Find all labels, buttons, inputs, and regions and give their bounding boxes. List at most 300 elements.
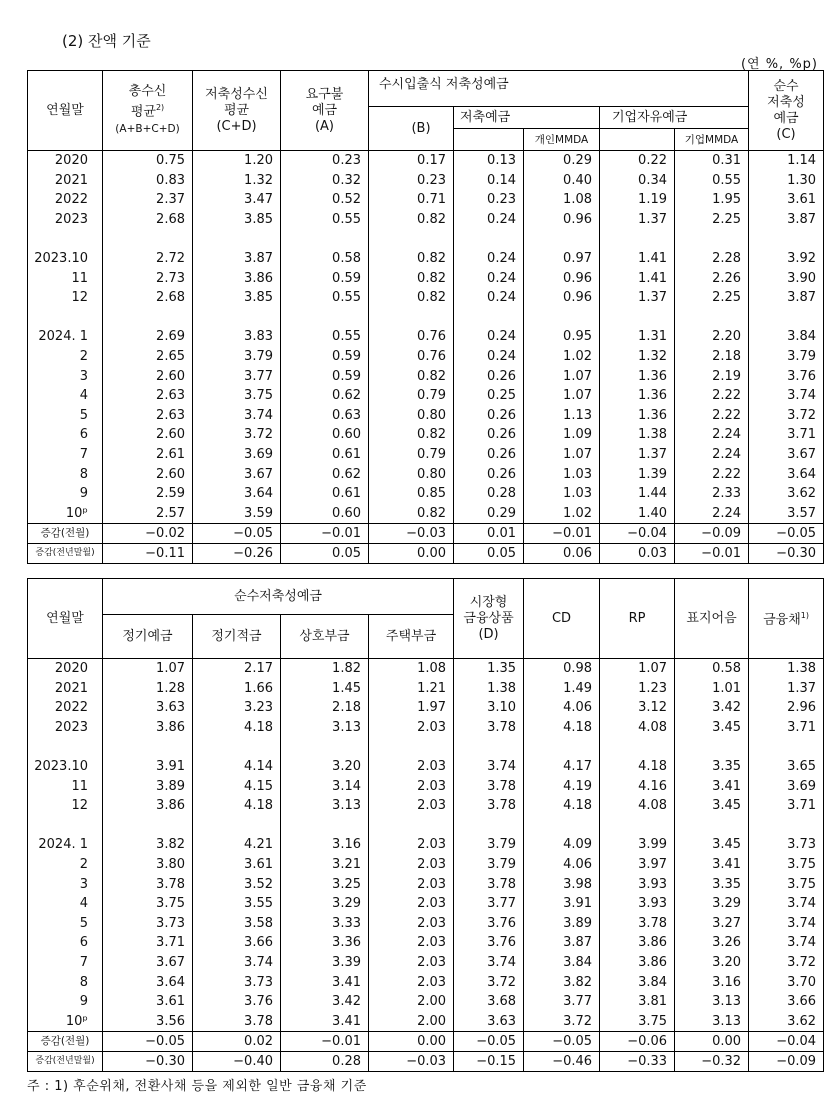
table-cell: 0.26 xyxy=(454,425,524,445)
summary-cell: −0.05 xyxy=(103,1032,193,1052)
summary-cell: −0.01 xyxy=(524,524,600,544)
header-personal-mmda: 개인MMDA xyxy=(524,129,600,151)
table-cell: 3.67 xyxy=(749,445,824,465)
summary-cell: −0.30 xyxy=(749,544,824,564)
header-blank-2 xyxy=(600,129,675,151)
table-cell: 3.26 xyxy=(675,933,749,953)
table-cell: 3.77 xyxy=(454,894,524,914)
table-cell: 0.63 xyxy=(281,406,369,426)
row-label: 3 xyxy=(28,875,103,895)
table-row xyxy=(28,777,824,797)
table-cell: 4.09 xyxy=(524,835,600,855)
unit-label: (연 %, %p) xyxy=(740,57,818,72)
table-cell: 3.78 xyxy=(103,875,193,895)
row-label: 4 xyxy=(28,386,103,406)
table-row xyxy=(28,171,824,191)
table-cell: 3.13 xyxy=(675,1012,749,1032)
row-label: 4 xyxy=(28,894,103,914)
table-cell: 3.93 xyxy=(600,875,675,895)
table-cell: 0.60 xyxy=(281,425,369,445)
row-label: 2022 xyxy=(28,190,103,210)
table-cell: 3.61 xyxy=(749,190,824,210)
table-cell: 3.62 xyxy=(749,484,824,504)
table-cell: 1.44 xyxy=(600,484,675,504)
table-cell: 2.03 xyxy=(369,855,454,875)
table-cell: 0.82 xyxy=(369,504,454,524)
table-cell: 4.18 xyxy=(193,718,281,738)
row-label: 2 xyxy=(28,855,103,875)
table-cell: 1.07 xyxy=(524,445,600,465)
table-cell: 3.16 xyxy=(281,835,369,855)
table-cell: 3.75 xyxy=(103,894,193,914)
row-label: 9 xyxy=(28,484,103,504)
table-row xyxy=(28,484,824,504)
table-cell: 3.74 xyxy=(749,386,824,406)
table-cell: 4.18 xyxy=(524,718,600,738)
table-cell: 4.16 xyxy=(600,777,675,797)
table-cell: 4.18 xyxy=(600,757,675,777)
table-cell: 3.36 xyxy=(281,933,369,953)
table-cell: 0.82 xyxy=(369,288,454,308)
table-cell: 1.02 xyxy=(524,504,600,524)
table-cell: 3.33 xyxy=(281,914,369,934)
table-row xyxy=(28,151,824,171)
row-label: 3 xyxy=(28,367,103,387)
table-cell: 0.80 xyxy=(369,465,454,485)
summary-label: 증감(전월) xyxy=(28,524,103,544)
header-bond: 금융채$^{1)}$ xyxy=(749,579,824,659)
table-cell: 3.68 xyxy=(454,992,524,1012)
table-cell: 2.59 xyxy=(103,484,193,504)
table-cell: 3.89 xyxy=(524,914,600,934)
table-cell: 3.86 xyxy=(103,796,193,816)
table-row xyxy=(28,933,824,953)
summary-cell: 0.00 xyxy=(675,1032,749,1052)
table-cell: 2.20 xyxy=(675,327,749,347)
header-period-2: 연월말 xyxy=(28,579,103,659)
footnote: 주 : 1) 후순위채, 전환사채 등을 제외한 일반 금융채 기준 xyxy=(27,1079,367,1094)
row-label: 6 xyxy=(28,425,103,445)
table-cell: 3.74 xyxy=(454,953,524,973)
row-label: 8 xyxy=(28,973,103,993)
table-cell: 3.70 xyxy=(749,973,824,993)
summary-label: 증감(전월) xyxy=(28,1032,103,1052)
table-cell: 2.22 xyxy=(675,465,749,485)
summary-cell: −0.05 xyxy=(524,1032,600,1052)
table-row xyxy=(28,718,824,738)
summary-cell: 0.03 xyxy=(600,544,675,564)
table-cell: 0.26 xyxy=(454,465,524,485)
table-cell: 3.67 xyxy=(103,953,193,973)
summary-cell: −0.09 xyxy=(749,1052,824,1072)
table-cell: 1.95 xyxy=(675,190,749,210)
table-cell: 3.74 xyxy=(749,914,824,934)
table-cell: 2.03 xyxy=(369,914,454,934)
table-cell: 2.26 xyxy=(675,269,749,289)
summary-cell: −0.06 xyxy=(600,1032,675,1052)
table-cell: 1.66 xyxy=(193,679,281,699)
table-cell: 4.18 xyxy=(193,796,281,816)
table-cell: 3.84 xyxy=(524,953,600,973)
table-cell: 3.73 xyxy=(103,914,193,934)
table-cell: 1.45 xyxy=(281,679,369,699)
table-cell: 3.74 xyxy=(749,933,824,953)
table-cell: 3.59 xyxy=(193,504,281,524)
table-cell: 3.74 xyxy=(454,757,524,777)
table-cell: 1.21 xyxy=(369,679,454,699)
table-cell: 3.76 xyxy=(454,914,524,934)
table-cell: 3.87 xyxy=(193,249,281,269)
header-savings-avg: 저축성수신 평균 (C+D) xyxy=(193,71,281,151)
table-cell: 3.72 xyxy=(749,406,824,426)
table-cell: 0.76 xyxy=(369,347,454,367)
table-cell: 3.39 xyxy=(281,953,369,973)
table-cell: 0.31 xyxy=(675,151,749,171)
table-cell: 1.37 xyxy=(600,210,675,230)
table-cell: 0.24 xyxy=(454,327,524,347)
table-cell: 0.58 xyxy=(281,249,369,269)
table-cell: 0.82 xyxy=(369,249,454,269)
section-title: (2) 잔액 기준 xyxy=(62,32,151,50)
table-row xyxy=(28,875,824,895)
table-cell: 0.96 xyxy=(524,210,600,230)
header-net-savings: 순수 저축성 예금 (C) xyxy=(749,71,824,151)
table-row xyxy=(28,659,824,679)
table-cell: 1.36 xyxy=(600,386,675,406)
table-cell: 2.61 xyxy=(103,445,193,465)
table-cell: 3.42 xyxy=(281,992,369,1012)
summary-cell: −0.02 xyxy=(103,524,193,544)
table-cell: 0.24 xyxy=(454,288,524,308)
table-cell: 3.75 xyxy=(193,386,281,406)
header-blank-1 xyxy=(454,129,524,151)
table-cell: 0.59 xyxy=(281,367,369,387)
summary-cell: 0.06 xyxy=(524,544,600,564)
table-row xyxy=(28,504,824,524)
table-cell: 3.35 xyxy=(675,875,749,895)
table-cell: 3.86 xyxy=(103,718,193,738)
table-row xyxy=(28,894,824,914)
header-liquid: 수시입출식 저축성예금 xyxy=(369,71,749,107)
summary-cell: −0.05 xyxy=(454,1032,524,1052)
table-cell: 0.96 xyxy=(524,288,600,308)
table-cell: 3.78 xyxy=(454,875,524,895)
table-row xyxy=(28,914,824,934)
table-cell: 0.95 xyxy=(524,327,600,347)
table-cell: 1.03 xyxy=(524,484,600,504)
table-cell: 3.16 xyxy=(675,973,749,993)
table-cell: 2.18 xyxy=(281,698,369,718)
table-cell: 3.45 xyxy=(675,835,749,855)
summary-cell: −0.32 xyxy=(675,1052,749,1072)
table-row xyxy=(28,973,824,993)
table-cell: 3.62 xyxy=(749,1012,824,1032)
table-cell: 3.78 xyxy=(193,1012,281,1032)
table-cell: 3.57 xyxy=(749,504,824,524)
table-cell: 0.23 xyxy=(281,151,369,171)
table-cell: 3.20 xyxy=(675,953,749,973)
table-row xyxy=(28,953,824,973)
table-cell: 3.74 xyxy=(193,406,281,426)
table-cell: 1.01 xyxy=(675,679,749,699)
table-cell: 2.68 xyxy=(103,288,193,308)
table-cell: 4.18 xyxy=(524,796,600,816)
table-cell: 3.77 xyxy=(193,367,281,387)
table-cell: 1.37 xyxy=(600,445,675,465)
header-installment: 정기적금 xyxy=(193,615,281,659)
deposit-rate-table-1 xyxy=(27,70,824,564)
table-cell: 3.63 xyxy=(454,1012,524,1032)
table-cell: 0.24 xyxy=(454,210,524,230)
table-cell: 0.82 xyxy=(369,269,454,289)
table-cell: 3.72 xyxy=(749,953,824,973)
table-cell: 2.03 xyxy=(369,757,454,777)
summary-cell: −0.26 xyxy=(193,544,281,564)
table-cell: 0.79 xyxy=(369,445,454,465)
table-cell: 1.40 xyxy=(600,504,675,524)
table-row xyxy=(28,1012,824,1032)
table-cell: 2.00 xyxy=(369,1012,454,1032)
table-cell: 2.37 xyxy=(103,190,193,210)
table-cell: 2.60 xyxy=(103,465,193,485)
spacer-row xyxy=(28,229,824,249)
header-corp-deposit: 기업자유예금 xyxy=(600,107,749,129)
spacer-row xyxy=(28,816,824,836)
header-demand: 요구불 예금 (A) xyxy=(281,71,369,151)
table-cell: 1.32 xyxy=(193,171,281,191)
table-cell: 1.07 xyxy=(524,386,600,406)
table-cell: 0.55 xyxy=(281,210,369,230)
table-cell: 3.69 xyxy=(749,777,824,797)
table-cell: 3.84 xyxy=(600,973,675,993)
table-cell: 1.08 xyxy=(524,190,600,210)
summary-cell: −0.05 xyxy=(749,524,824,544)
table-cell: 1.07 xyxy=(524,367,600,387)
summary-cell: −0.03 xyxy=(369,524,454,544)
row-label: 5 xyxy=(28,914,103,934)
table-cell: 2.69 xyxy=(103,327,193,347)
table-row xyxy=(28,210,824,230)
table-cell: 1.31 xyxy=(600,327,675,347)
summary-label: 증감(전년말월) xyxy=(28,1052,103,1072)
row-label: 5 xyxy=(28,406,103,426)
table-cell: 0.76 xyxy=(369,327,454,347)
table-cell: 3.78 xyxy=(454,777,524,797)
table-cell: 3.74 xyxy=(749,894,824,914)
summary-cell: −0.01 xyxy=(281,1032,369,1052)
table-cell: 1.09 xyxy=(524,425,600,445)
table-cell: 3.13 xyxy=(281,718,369,738)
table-cell: 2.25 xyxy=(675,210,749,230)
summary-cell: −0.04 xyxy=(749,1032,824,1052)
table-cell: 2.63 xyxy=(103,406,193,426)
table-cell: 2.03 xyxy=(369,894,454,914)
table-cell: 3.47 xyxy=(193,190,281,210)
table-cell: 3.64 xyxy=(103,973,193,993)
table-cell: 3.35 xyxy=(675,757,749,777)
deposit-rate-table-2 xyxy=(27,578,824,1072)
summary-cell: 0.05 xyxy=(281,544,369,564)
table-cell: 2.33 xyxy=(675,484,749,504)
row-label: 6 xyxy=(28,933,103,953)
table-cell: 0.29 xyxy=(454,504,524,524)
row-label: 7 xyxy=(28,445,103,465)
table-row xyxy=(28,249,824,269)
table-cell: 2.57 xyxy=(103,504,193,524)
table-cell: 2.60 xyxy=(103,367,193,387)
summary-cell: −0.05 xyxy=(193,524,281,544)
table-cell: 0.32 xyxy=(281,171,369,191)
table-cell: 3.56 xyxy=(103,1012,193,1032)
table-cell: 0.55 xyxy=(675,171,749,191)
table-cell: 3.25 xyxy=(281,875,369,895)
table-cell: 4.08 xyxy=(600,796,675,816)
row-label: 2024. 1 xyxy=(28,327,103,347)
table-cell: 1.03 xyxy=(524,465,600,485)
table-cell: 3.20 xyxy=(281,757,369,777)
table-cell: 1.20 xyxy=(193,151,281,171)
table-cell: 3.86 xyxy=(193,269,281,289)
table-cell: 3.65 xyxy=(749,757,824,777)
table-cell: 1.49 xyxy=(524,679,600,699)
summary-row xyxy=(28,1032,824,1052)
row-label: 2022 xyxy=(28,698,103,718)
table-cell: 3.81 xyxy=(600,992,675,1012)
table-cell: 1.82 xyxy=(281,659,369,679)
table-cell: 3.92 xyxy=(749,249,824,269)
table-cell: 1.13 xyxy=(524,406,600,426)
table-cell: 3.93 xyxy=(600,894,675,914)
table-cell: 1.39 xyxy=(600,465,675,485)
table-cell: 3.67 xyxy=(193,465,281,485)
table-cell: 0.83 xyxy=(103,171,193,191)
table-cell: 3.21 xyxy=(281,855,369,875)
table-cell: 4.06 xyxy=(524,855,600,875)
table-cell: 0.23 xyxy=(369,171,454,191)
header-savings-deposit: 저축예금 xyxy=(454,107,600,129)
table-cell: 3.79 xyxy=(454,835,524,855)
table-cell: 0.25 xyxy=(454,386,524,406)
summary-cell: −0.40 xyxy=(193,1052,281,1072)
summary-cell: −0.30 xyxy=(103,1052,193,1072)
table-cell: 3.87 xyxy=(749,210,824,230)
table-1-body xyxy=(28,151,824,564)
table-cell: 3.76 xyxy=(749,367,824,387)
table-cell: 3.42 xyxy=(675,698,749,718)
table-cell: 3.61 xyxy=(103,992,193,1012)
table-cell: 0.55 xyxy=(281,327,369,347)
spacer-row xyxy=(28,737,824,757)
table-cell: 0.23 xyxy=(454,190,524,210)
table-cell: 0.26 xyxy=(454,367,524,387)
table-cell: 2.18 xyxy=(675,347,749,367)
summary-cell: 0.01 xyxy=(454,524,524,544)
row-label: 2023 xyxy=(28,718,103,738)
table-cell: 1.97 xyxy=(369,698,454,718)
row-label: 2021 xyxy=(28,679,103,699)
header-corp-mmda: 기업MMDA xyxy=(675,129,749,151)
header-total-avg: 총수신 평균$^{2)}$ (A+B+C+D) xyxy=(103,71,193,151)
table-cell: 3.98 xyxy=(524,875,600,895)
table-cell: 2.22 xyxy=(675,386,749,406)
table-cell: 2.25 xyxy=(675,288,749,308)
table-cell: 1.41 xyxy=(600,269,675,289)
table-row xyxy=(28,386,824,406)
row-label: 10ᵖ xyxy=(28,1012,103,1032)
table-row xyxy=(28,327,824,347)
table-cell: 1.38 xyxy=(600,425,675,445)
table-cell: 1.02 xyxy=(524,347,600,367)
row-label: 2021 xyxy=(28,171,103,191)
table-row xyxy=(28,406,824,426)
table-cell: 3.86 xyxy=(600,953,675,973)
table-cell: 3.78 xyxy=(600,914,675,934)
table-row xyxy=(28,992,824,1012)
table-cell: 0.52 xyxy=(281,190,369,210)
table-cell: 3.45 xyxy=(675,796,749,816)
table-row xyxy=(28,288,824,308)
header-time-deposit: 정기예금 xyxy=(103,615,193,659)
summary-cell: 0.28 xyxy=(281,1052,369,1072)
table-cell: 4.17 xyxy=(524,757,600,777)
table-cell: 3.78 xyxy=(454,718,524,738)
table-cell: 0.22 xyxy=(600,151,675,171)
table-cell: 3.12 xyxy=(600,698,675,718)
table-row xyxy=(28,796,824,816)
table-cell: 0.58 xyxy=(675,659,749,679)
table-cell: 0.61 xyxy=(281,445,369,465)
table-cell: 3.71 xyxy=(103,933,193,953)
table-cell: 3.75 xyxy=(600,1012,675,1032)
table-cell: 0.96 xyxy=(524,269,600,289)
table-row xyxy=(28,425,824,445)
row-label: 8 xyxy=(28,465,103,485)
table-cell: 3.82 xyxy=(103,835,193,855)
summary-cell: −0.11 xyxy=(103,544,193,564)
table-cell: 2.03 xyxy=(369,933,454,953)
table-cell: 3.45 xyxy=(675,718,749,738)
table-cell: 3.41 xyxy=(281,973,369,993)
table-cell: 2.24 xyxy=(675,445,749,465)
row-label: 2023.10 xyxy=(28,757,103,777)
table-cell: 0.61 xyxy=(281,484,369,504)
table-cell: 3.99 xyxy=(600,835,675,855)
table-cell: 0.40 xyxy=(524,171,600,191)
summary-label: 증감(전년말월) xyxy=(28,544,103,564)
row-label: 7 xyxy=(28,953,103,973)
table-row xyxy=(28,465,824,485)
summary-cell: 0.00 xyxy=(369,1032,454,1052)
table-row xyxy=(28,269,824,289)
row-label: 11 xyxy=(28,777,103,797)
table-2-body xyxy=(28,659,824,1072)
table-cell: 0.75 xyxy=(103,151,193,171)
summary-cell: −0.04 xyxy=(600,524,675,544)
table-cell: 0.28 xyxy=(454,484,524,504)
table-cell: 3.13 xyxy=(281,796,369,816)
table-cell: 3.66 xyxy=(193,933,281,953)
table-cell: 0.60 xyxy=(281,504,369,524)
table-cell: 4.06 xyxy=(524,698,600,718)
table-cell: 4.14 xyxy=(193,757,281,777)
row-label: 9 xyxy=(28,992,103,1012)
header-rp: RP xyxy=(600,579,675,659)
table-cell: 2.03 xyxy=(369,953,454,973)
table-row xyxy=(28,855,824,875)
table-cell: 2.96 xyxy=(749,698,824,718)
table-cell: 3.72 xyxy=(193,425,281,445)
table-cell: 4.21 xyxy=(193,835,281,855)
